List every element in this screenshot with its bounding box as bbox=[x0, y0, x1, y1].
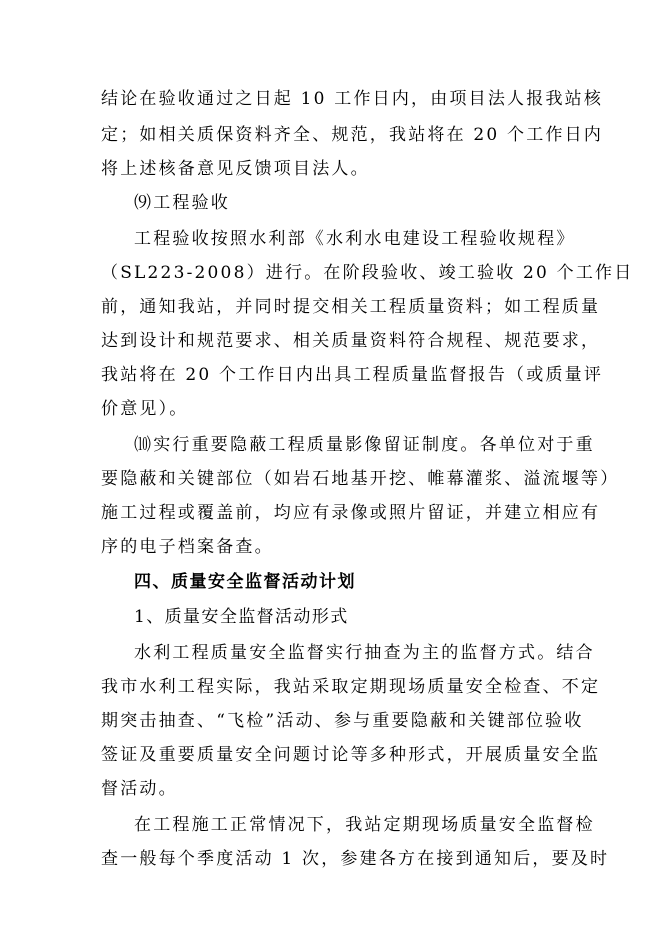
text-line: 要隐蔽和关键部位（如岩石地基开挖、帷幕灌浆、溢流堰等） bbox=[101, 469, 620, 489]
text-line: ⑽实行重要隐蔽工程质量影像留证制度。各单位对于重 bbox=[134, 435, 595, 455]
text-line: （SL223-2008）进行。在阶段验收、竣工验收 20 个工作日 bbox=[101, 263, 634, 283]
text-line: 签证及重要质量安全问题讨论等多种形式，开展质量安全监 bbox=[101, 745, 601, 765]
text-line: 结论在验收通过之日起 10 工作日内，由项目法人报我站核 bbox=[101, 89, 604, 109]
text-line: 督活动。 bbox=[101, 779, 178, 799]
section-4-heading: 四、质量安全监督活动计划 bbox=[134, 572, 356, 592]
text-line: 前，通知我站，并同时提交相关工程质量资料；如工程质量 bbox=[101, 297, 601, 317]
text-line: 定；如相关质保资料齐全、规范，我站将在 20 个工作日内 bbox=[101, 125, 604, 145]
text-line: 达到设计和规范要求、相关质量资料符合规程、规范要求， bbox=[101, 331, 601, 351]
item-9-title: ⑼工程验收 bbox=[134, 193, 230, 213]
text-line: 将上述核备意见反馈项目法人。 bbox=[101, 159, 370, 179]
text-line: 序的电子档案备查。 bbox=[101, 537, 274, 557]
text-line: 施工过程或覆盖前，均应有录像或照片留证，并建立相应有 bbox=[101, 503, 601, 523]
subsection-1-title: 1、质量安全监督活动形式 bbox=[134, 607, 349, 627]
text-line: 价意见）。 bbox=[101, 399, 189, 419]
text-line: 我站将在 20 个工作日内出具工程质量监督报告（或质量评 bbox=[101, 365, 604, 385]
text-line: 水利工程质量安全监督实行抽查为主的监督方式。结合 bbox=[134, 643, 595, 663]
text-line: 工程验收按照水利部《水利水电建设工程验收规程》 bbox=[134, 229, 576, 249]
text-line: 在工程施工正常情况下，我站定期现场质量安全监督检 bbox=[134, 815, 595, 835]
text-line: 我市水利工程实际，我站采取定期现场质量安全检查、不定 bbox=[101, 677, 601, 697]
text-line: 期突击抽查、“飞检”活动、参与重要隐蔽和关键部位验收 bbox=[101, 711, 584, 731]
text-line: 查一般每个季度活动 1 次，参建各方在接到通知后，要及时 bbox=[101, 849, 610, 869]
